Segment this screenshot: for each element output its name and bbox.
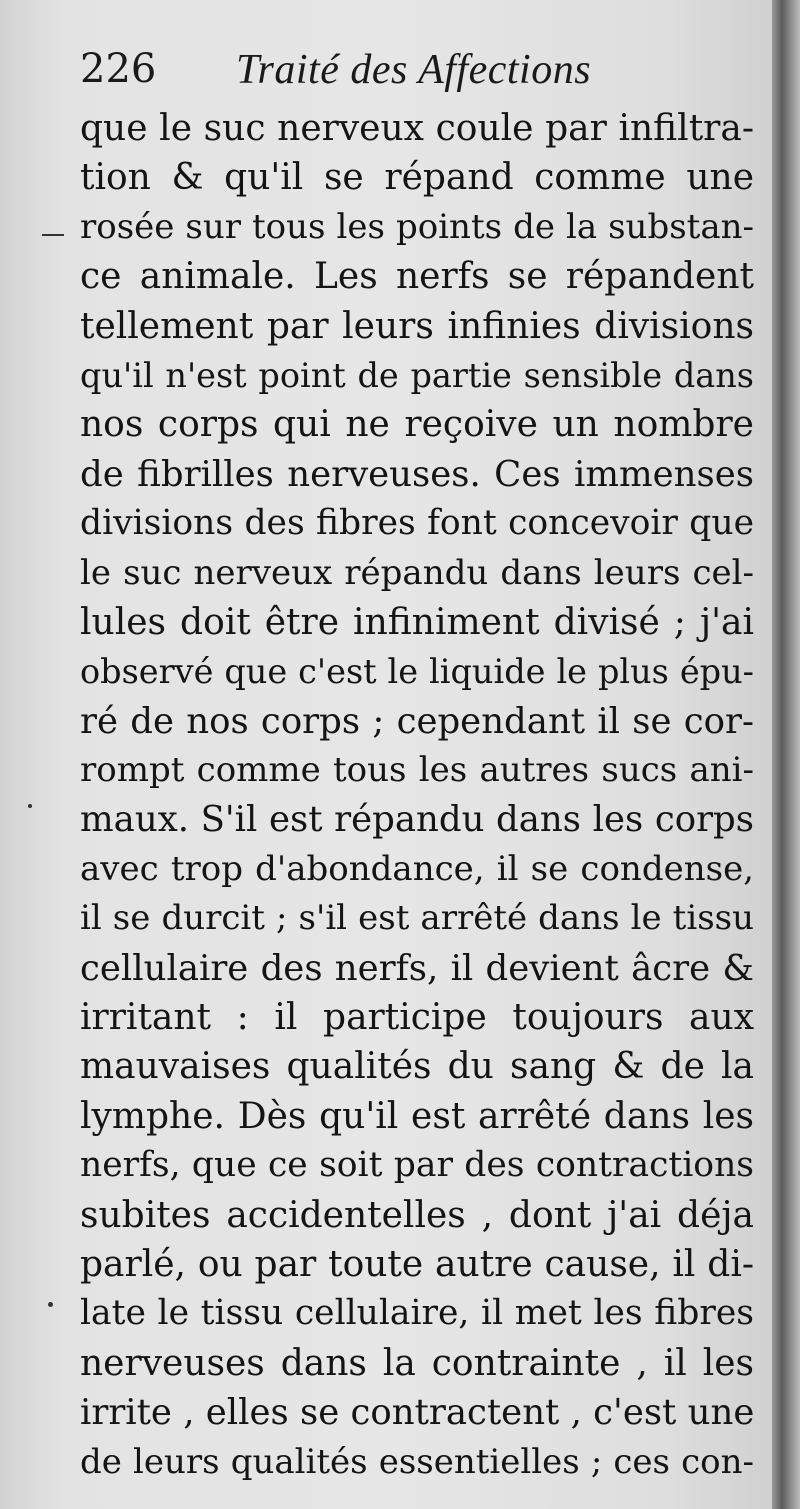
body-text: [80, 104, 754, 1487]
text-line: mauvaises qualités du sang & de la: [80, 1046, 754, 1088]
text-line: que le suc nerveux coule par infiltra-: [80, 108, 754, 149]
text-line: de leurs qualités essentielles ; ces con-: [80, 1441, 754, 1482]
text-line: lymphe. Dès qu'il est arrêté dans les: [80, 1095, 754, 1137]
text-line: ré de nos corps ; cependant il se cor-: [80, 700, 754, 742]
running-head: Traité des Affections: [236, 47, 592, 93]
text-line: observé que c'est le liquide le plus épu-: [80, 652, 754, 692]
text-line: irrite , elles se contractent , c'est une: [80, 1392, 755, 1434]
text-line: rompt comme tous les autres sucs ani-: [80, 750, 754, 791]
page-edge-shadow: [772, 0, 800, 1509]
text-line: tion & qu'il se répand comme une: [80, 157, 754, 199]
text-line: late le tissu cellulaire, il met les fibres: [80, 1293, 754, 1334]
text-line: ce animale. Les nerfs se répandent: [80, 256, 754, 298]
text-line: il se durcit ; s'il est arrêté dans le tissu: [80, 898, 754, 939]
text-line: irritant : il participe toujours aux: [80, 997, 754, 1039]
margin-mark: [28, 804, 32, 808]
text-line: cellulaire des nerfs, il devient âcre &: [80, 947, 754, 989]
text-line: nerfs, que ce soit par des contractions: [80, 1145, 754, 1186]
margin-mark: [48, 1302, 53, 1307]
text-line: nos corps qui ne reçoive un nombre: [80, 404, 754, 446]
text-line: maux. S'il est répandu dans les corps: [80, 799, 754, 841]
text-line: divisions des fibres font concevoir que: [80, 503, 754, 544]
text-line: parlé, ou par toute autre cause, il di-: [80, 1243, 754, 1285]
text-line: tellement par leurs infinies divisions: [80, 305, 754, 347]
margin-mark: [42, 234, 64, 236]
text-line: le suc nerveux répandu dans leurs cel-: [80, 552, 754, 593]
text-line: de fibrilles nerveuses. Ces immenses: [80, 453, 754, 495]
text-line: qu'il n'est point de partie sensible dans: [80, 355, 754, 395]
text-line: nerveuses dans la contrainte , il les: [80, 1342, 754, 1384]
text-line: subites accidentelles , dont j'ai déja: [80, 1194, 754, 1236]
page-number: 226: [80, 46, 157, 92]
text-line: lules doit être infiniment divisé ; j'ai: [80, 601, 754, 643]
page-header: [80, 40, 760, 108]
text-line: rosée sur tous les points de la substan-: [80, 206, 754, 247]
text-line: avec trop d'abondance, il se condense,: [80, 848, 754, 889]
